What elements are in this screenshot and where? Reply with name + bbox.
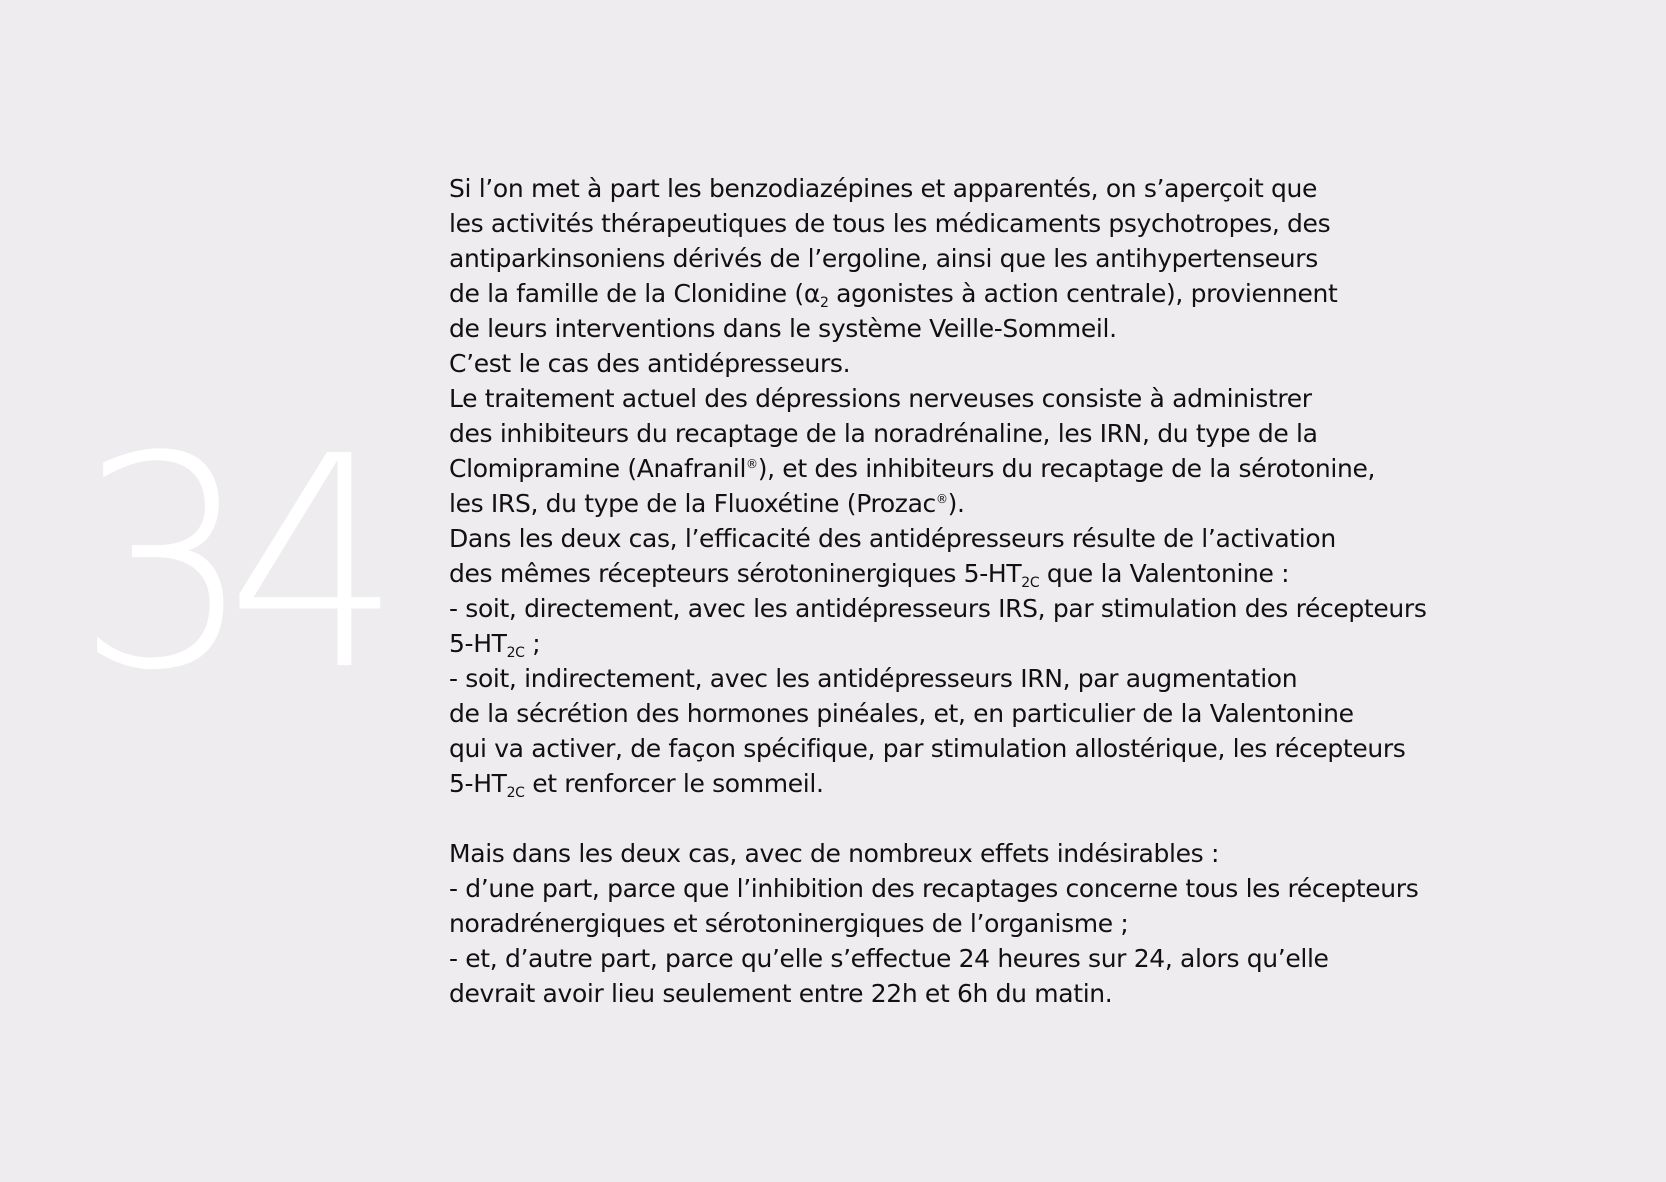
text-line: de la sécrétion des hormones pinéales, et, en particulier de la Valentonine: [449, 699, 1354, 728]
text-line: [449, 276, 1609, 311]
text-segment: ), et des inhibiteurs du recaptage de la sérotonine,: [757, 454, 1376, 483]
text-line: [449, 626, 1609, 661]
text-line: Si l’on met à part les benzodiazépines et apparentés, on s’aperçoit que: [449, 174, 1318, 203]
subscript: 2C: [506, 785, 525, 801]
text-segment: agonistes à action centrale), proviennent: [828, 279, 1338, 308]
text-segment: ).: [947, 489, 965, 518]
subscript: 2C: [506, 645, 525, 661]
text-segment: et renforcer le sommeil.: [524, 769, 824, 798]
text-line: Le traitement actuel des dépressions nerveuses consiste à administrer: [449, 384, 1312, 413]
text-line: - soit, indirectement, avec les antidépresseurs IRN, par augmentation: [449, 664, 1298, 693]
text-line: de leurs interventions dans le système Veille-Sommeil.: [449, 314, 1117, 343]
page-number-text: 34: [76, 394, 376, 734]
text-line: Dans les deux cas, l’efficacité des antidépresseurs résulte de l’activation: [449, 524, 1336, 553]
text-line: - et, d’autre part, parce qu’elle s’effectue 24 heures sur 24, alors qu’elle: [449, 944, 1329, 973]
text-segment: Clomipramine (Anafranil: [449, 454, 747, 483]
text-line: [449, 556, 1609, 591]
text-line: devrait avoir lieu seulement entre 22h et 6h du matin.: [449, 979, 1113, 1008]
text-segment: 5-HT: [449, 629, 507, 658]
text-line: [449, 766, 1609, 801]
text-line: qui va activer, de façon spécifique, par stimulation allostérique, les récepteurs: [449, 734, 1406, 763]
page-number: [76, 394, 376, 734]
text-line: C’est le cas des antidépresseurs.: [449, 349, 851, 378]
text-segment: que la Valentonine :: [1039, 559, 1290, 588]
text-segment: des mêmes récepteurs sérotoninergiques 5-HT: [449, 559, 1022, 588]
text-segment: ;: [524, 629, 541, 658]
subscript: 2: [819, 295, 829, 311]
text-segment: les IRS, du type de la Fluoxétine (Prozac: [449, 489, 936, 518]
text-line: noradrénergiques et sérotoninergiques de l’organisme ;: [449, 909, 1129, 938]
registered-mark: ®: [746, 457, 758, 471]
text-segment: de la famille de la Clonidine (α: [449, 279, 820, 308]
text-line: - d’une part, parce que l’inhibition des recaptages concerne tous les récepteurs: [449, 874, 1419, 903]
text-line: [449, 451, 1609, 486]
text-line: antiparkinsoniens dérivés de l’ergoline, ainsi que les antihypertenseurs: [449, 244, 1318, 273]
text-line: les activités thérapeutiques de tous les médicaments psychotropes, des: [449, 209, 1331, 238]
subscript: 2C: [1021, 575, 1040, 591]
text-segment: 5-HT: [449, 769, 507, 798]
text-line: [449, 486, 1609, 521]
text-line: des inhibiteurs du recaptage de la noradrénaline, les IRN, du type de la: [449, 419, 1318, 448]
paragraph-gap: [449, 801, 1609, 836]
text-line: - soit, directement, avec les antidépresseurs IRS, par stimulation des récepteurs: [449, 594, 1427, 623]
registered-mark: ®: [935, 492, 948, 506]
body-text: [449, 171, 1609, 1011]
text-line: Mais dans les deux cas, avec de nombreux effets indésirables :: [449, 839, 1220, 868]
